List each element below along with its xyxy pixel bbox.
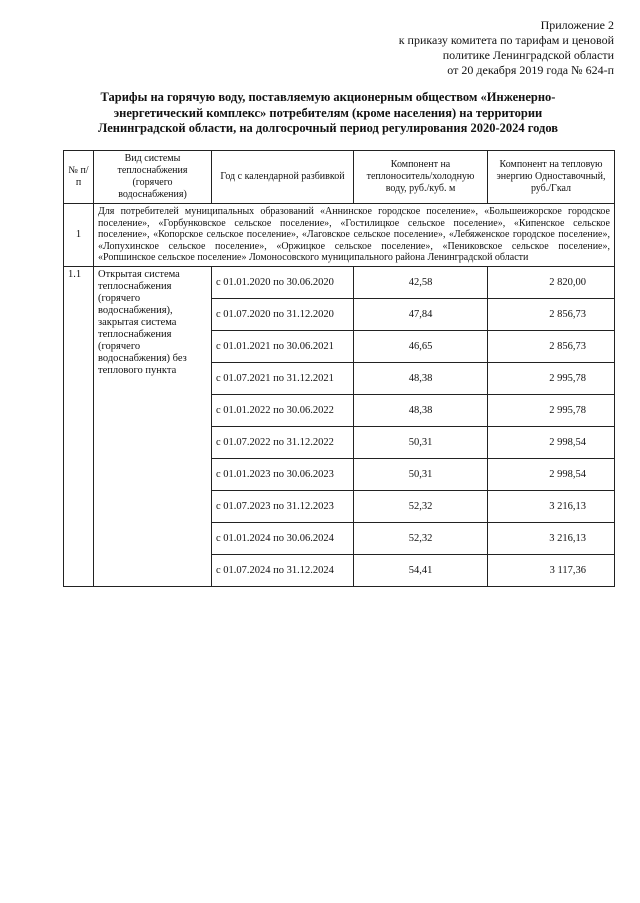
energy-cell: 2 995,78 <box>488 362 615 394</box>
period-cell: с 01.01.2024 по 30.06.2024 <box>212 522 354 554</box>
period-cell: с 01.01.2021 по 30.06.2021 <box>212 330 354 362</box>
carrier-cell: 48,38 <box>354 394 488 426</box>
appendix-line: Приложение 2 <box>540 18 614 32</box>
carrier-cell: 42,58 <box>354 266 488 298</box>
period-cell: с 01.07.2024 по 31.12.2024 <box>212 554 354 586</box>
header-num: № п/п <box>64 151 94 204</box>
energy-cell: 2 998,54 <box>488 458 615 490</box>
energy-cell: 2 856,73 <box>488 330 615 362</box>
carrier-cell: 47,84 <box>354 298 488 330</box>
carrier-cell: 50,31 <box>354 458 488 490</box>
energy-cell: 3 216,13 <box>488 522 615 554</box>
energy-cell: 3 216,13 <box>488 490 615 522</box>
system-type: Открытая система теплоснабжения (горячего водоснабжения), закрытая система теплоснабжения (горячего водоснабжения) без теплового пункта <box>94 266 212 586</box>
carrier-cell: 52,32 <box>354 522 488 554</box>
carrier-cell: 54,41 <box>354 554 488 586</box>
carrier-cell: 52,32 <box>354 490 488 522</box>
table-header-row <box>64 151 615 204</box>
energy-cell: 2 998,54 <box>488 426 615 458</box>
table-row <box>64 266 615 298</box>
period-cell: с 01.01.2023 по 30.06.2023 <box>212 458 354 490</box>
appendix-line: от 20 декабря 2019 года № 624-п <box>447 63 614 77</box>
document-title: Тарифы на горячую воду, поставляемую акционерным обществом «Инженерно-энергетический комплекс» потребителям (кроме населения) на территории Ленинградской области, на долгосрочный период регулирования 2020-2024 годов <box>97 90 559 135</box>
group-consumers: Для потребителей муниципальных образований «Аннинское городское поселение», «Большеижорское городское поселение», «Горбунковское сельское поселение», «Гостилицкое сельское поселение», «Кипенское сельское поселение», «Копорское сельское поселение», «Лаговское сельское поселение», «Лебяженское городское поселение», «Лопухинское сельское поселение», «Оржицкое сельское поселение», «Пениковское сельское поселение», «Ропшинское сельское поселение» Ломоносовского муниципального района Ленинградской области <box>94 204 615 267</box>
period-cell: с 01.01.2022 по 30.06.2022 <box>212 394 354 426</box>
carrier-cell: 48,38 <box>354 362 488 394</box>
period-cell: с 01.07.2021 по 31.12.2021 <box>212 362 354 394</box>
period-cell: с 01.07.2022 по 31.12.2022 <box>212 426 354 458</box>
header-carrier: Компонент на теплоноситель/холодную воду, руб./куб. м <box>354 151 488 204</box>
appendix-line: политике Ленинградской области <box>442 48 614 62</box>
energy-cell: 2 995,78 <box>488 394 615 426</box>
header-system: Вид системы теплоснабжения (горячего водоснабжения) <box>94 151 212 204</box>
period-cell: с 01.07.2023 по 31.12.2023 <box>212 490 354 522</box>
tariff-table <box>63 150 615 587</box>
header-energy: Компонент на тепловую энергию Одноставочный, руб./Гкал <box>488 151 615 204</box>
period-cell: с 01.07.2020 по 31.12.2020 <box>212 298 354 330</box>
energy-cell: 2 856,73 <box>488 298 615 330</box>
appendix-header <box>354 18 614 78</box>
group-num: 1 <box>64 204 94 267</box>
subgroup-num: 1.1 <box>64 266 94 586</box>
appendix-line: к приказу комитета по тарифам и ценовой <box>398 33 614 47</box>
group-row <box>64 204 615 267</box>
energy-cell: 2 820,00 <box>488 266 615 298</box>
carrier-cell: 50,31 <box>354 426 488 458</box>
energy-cell: 3 117,36 <box>488 554 615 586</box>
carrier-cell: 46,65 <box>354 330 488 362</box>
period-cell: с 01.01.2020 по 30.06.2020 <box>212 266 354 298</box>
header-year: Год с календарной разбивкой <box>212 151 354 204</box>
